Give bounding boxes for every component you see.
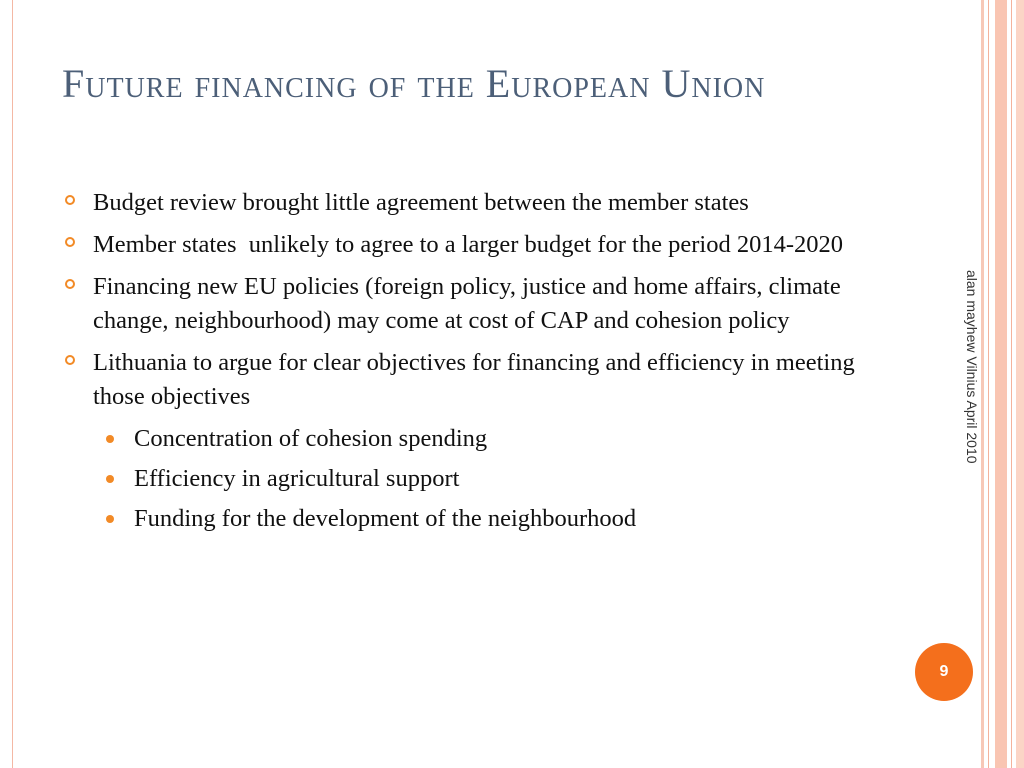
sub-bullet-text: Concentration of cohesion spending	[134, 425, 488, 452]
bullet-text: Lithuania to argue for clear objectives for financing and efficiency in meeting those objectives	[93, 349, 855, 410]
bullet-item	[62, 346, 902, 414]
decorative-stripes	[981, 0, 1024, 768]
footer-vertical-text: alan mayhew Vilnius April 2010	[964, 270, 980, 464]
bullet-dot-icon	[106, 435, 114, 443]
bullet-text: Financing new EU policies (foreign policy, justice and home affairs, climate change, neighbourhood) may come at cost of CAP and cohesion policy	[93, 273, 841, 334]
bullet-item	[62, 186, 902, 220]
stripe	[988, 0, 989, 768]
bullet-ring-icon	[65, 279, 75, 289]
bullet-ring-icon	[65, 195, 75, 205]
slide-title: Future financing of the European Union	[62, 61, 766, 106]
frame-left-line	[12, 0, 13, 768]
stripe	[995, 0, 1007, 768]
page-number-badge: 9	[915, 643, 973, 701]
stripe	[1016, 0, 1024, 768]
bullet-ring-icon	[65, 237, 75, 247]
bullet-item	[62, 270, 902, 338]
sub-bullet-text: Efficiency in agricultural support	[134, 465, 460, 492]
bullet-text: Member states unlikely to agree to a larger budget for the period 2014-2020	[93, 231, 843, 258]
bullet-ring-icon	[65, 355, 75, 365]
bullet-item	[62, 228, 902, 262]
bullet-dot-icon	[106, 475, 114, 483]
sub-bullet-item	[62, 502, 902, 536]
sub-bullet-item	[62, 462, 902, 496]
sub-bullet-text: Funding for the development of the neighbourhood	[134, 505, 637, 532]
stripe	[981, 0, 984, 768]
sub-bullet-item	[62, 422, 902, 456]
slide-content	[62, 186, 902, 542]
bullet-text: Budget review brought little agreement between the member states	[93, 189, 749, 216]
stripe	[1011, 0, 1012, 768]
bullet-dot-icon	[106, 515, 114, 523]
